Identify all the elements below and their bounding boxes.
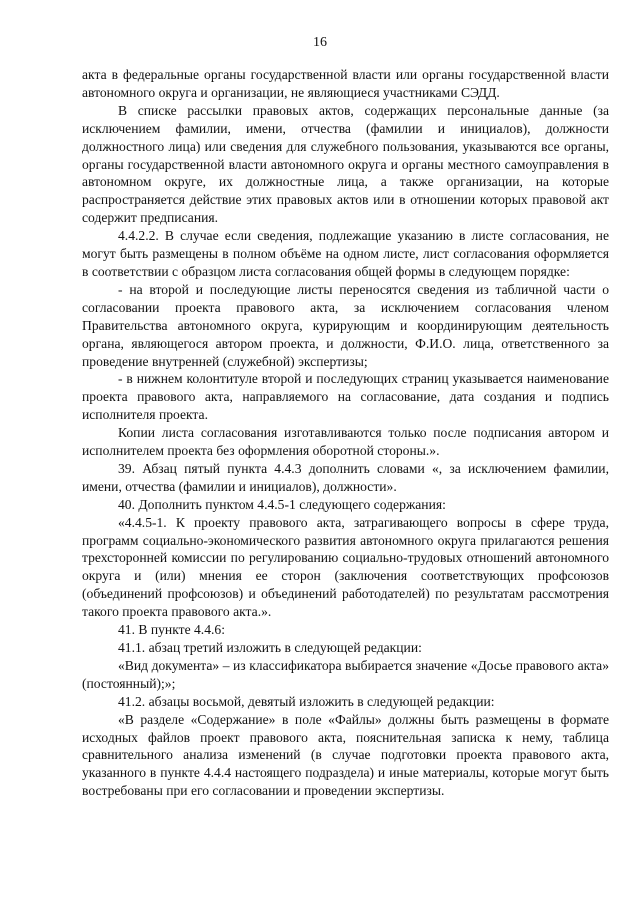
paragraph: «В разделе «Содержание» в поле «Файлы» должны быть размещены в формате исходных файлов проект правового акта, пояснительная записка к нему, таблица сравнительного анализа изменений (в случае подготовки проекта правового акта, указанного в пункте 4.4.4 настоящего подраздела) и иные материалы, которые могут быть востребованы при его согласовании и проведении экспертизы. — [82, 711, 609, 799]
page-number: 16 — [313, 35, 327, 50]
paragraph: 41.2. абзацы восьмой, девятый изложить в следующей редакции: — [118, 693, 495, 709]
paragraph: «Вид документа» – из классификатора выбирается значение «Досье правового акта» (постоянный);»; — [82, 657, 609, 691]
paragraph: 41.1. абзац третий изложить в следующей редакции: — [118, 640, 422, 655]
list-item: - на второй и последующие листы переносятся сведения из табличной части о согласовании проекта правового акта, за исключением согласования членом Правительства автономного округа, курирующим и координирующим деятельность органа, являющегося автором проекта, и должности, Ф.И.О. лица, ответственного за проведение внутренней (служебной) экспертизы; — [82, 281, 609, 369]
paragraph: «4.4.5-1. К проекту правового акта, затрагивающего вопросы в сфере труда, программ социально-экономического развития автономного округа прилагаются решения трехсторонней комиссии по регулированию социально-трудовых отношений автономного округа и (или) мнения ее сторон (заключения соответствующих профсоюзов (объединений профсоюзов) и объединений работодателей) по результатам рассмотрения такого проекта правового акта.». — [82, 514, 609, 620]
paragraph: 41. В пункте 4.4.6: — [118, 622, 225, 638]
paragraph: Копии листа согласования изготавливаются только после подписания автором и исполнителем проекта без оформления оборотной стороны.». — [82, 425, 609, 459]
paragraph: В списке рассылки правовых актов, содержащих персональные данные (за исключением фамилии, имени, отчества (фамилии и инициалов), должности должностного лица) или сведения для служебного пользования, указываются все органы, органы государственной власти автономного округа и органы местного самоуправления в автономном округе, их должностные лица, а также организации, на которые распространяется действие этих правовых актов или в отношении которых правовой акт содержит предписания. — [82, 102, 609, 226]
paragraph: акта в федеральные органы государственной власти или органы государственной власти автономного округа и организации, не являющиеся участниками СЭДД. — [82, 67, 609, 100]
paragraph: 4.4.2.2. В случае если сведения, подлежащие указанию в листе согласования, не могут быть размещены в полном объёме на одном листе, лист согласования оформляется в соответствии с образцом листа согласования общей формы в следующем порядке: — [82, 228, 609, 279]
paragraph: 39. Абзац пятый пункта 4.4.3 дополнить словами «, за исключением фамилии, имени, отчества (фамилии и инициалов), должности». — [82, 460, 609, 494]
document-body — [82, 66, 609, 800]
list-item: - в нижнем колонтитуле второй и последующих страниц указывается наименование проекта правового акта, направляемого на согласование, дата создания и подпись исполнителя проекта. — [82, 371, 609, 423]
paragraph: 40. Дополнить пунктом 4.4.5-1 следующего содержания: — [118, 496, 446, 512]
